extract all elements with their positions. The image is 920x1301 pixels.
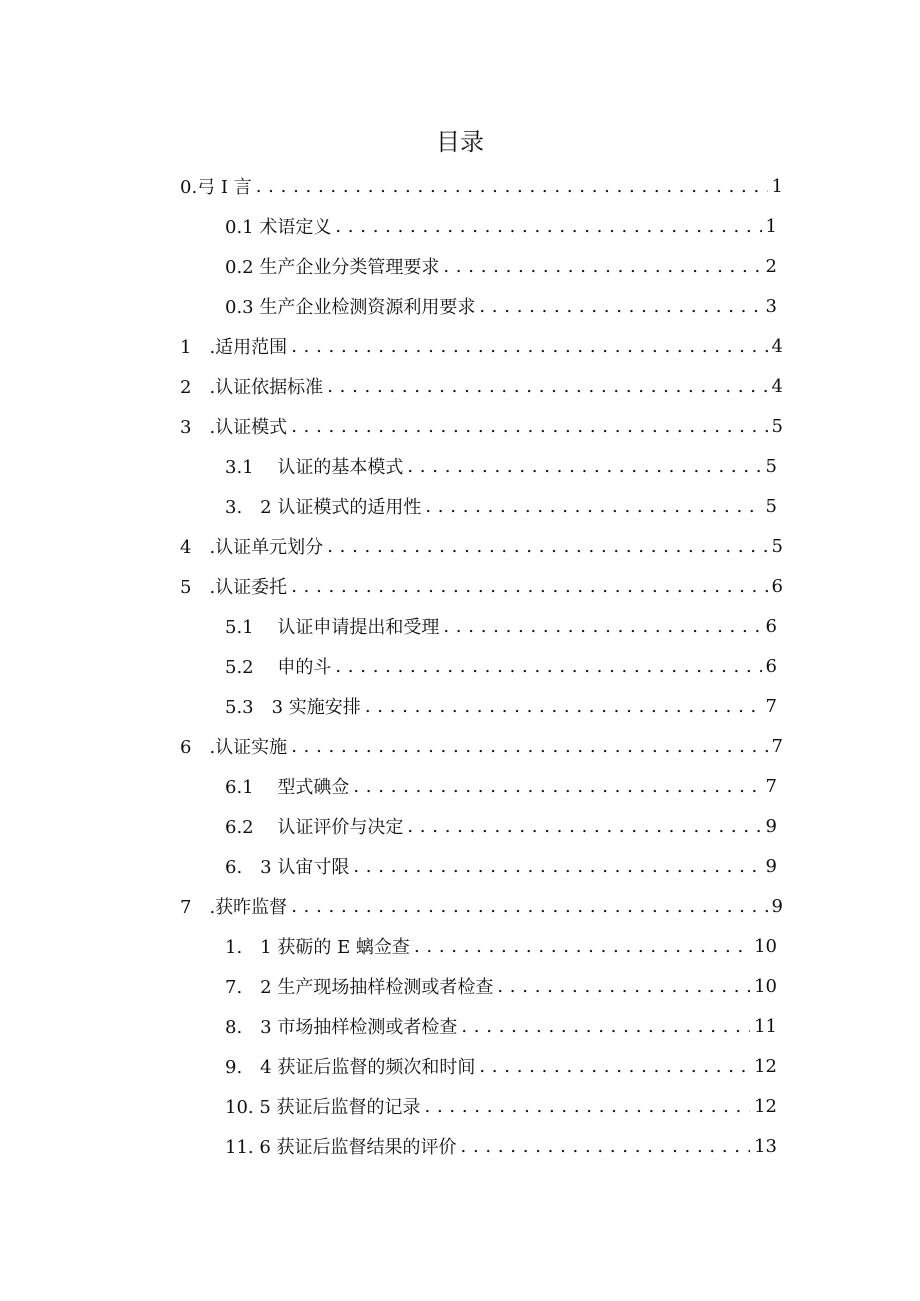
dot-leader [291,726,767,766]
toc-entry-label: 7. 2 生产现场抽样检测或者检查 [225,977,494,998]
toc-entry[interactable] [180,166,783,206]
toc-entry-page-number: 4 [771,335,783,357]
toc-entry-label: 10. 5 获证后监督的记录 [225,1097,421,1118]
toc-entry-page-number: 1 [771,175,783,197]
toc-entry-page-number: 3 [765,295,777,317]
toc-entry-label: 6. 3 认宙寸限 [225,857,350,878]
toc-entry-label: 6 .认证实施 [180,737,288,758]
toc-entry-page-number: 11 [754,1015,777,1037]
toc-entry[interactable] [225,246,777,286]
toc-entry[interactable] [225,206,777,246]
toc-title: 目录 [436,128,484,156]
toc-entry[interactable] [225,1086,777,1126]
toc-entry-page-number: 6 [771,575,783,597]
dot-leader [461,1006,750,1046]
dot-leader [291,566,767,606]
dot-leader [335,206,761,246]
toc-entry-label: 6.2 认证评价与决定 [225,817,404,838]
toc-entry-label: 9. 4 获证后监督的频次和时间 [225,1057,476,1078]
toc-entry[interactable] [180,406,783,446]
toc-entry-label: 1. 1 获砺的 E 螭佥查 [225,937,410,958]
dot-leader [407,446,761,486]
dot-leader [425,1086,751,1126]
toc-entry[interactable] [225,966,777,1006]
dot-leader [335,646,761,686]
dot-leader [291,886,767,926]
toc-entry-page-number: 13 [754,1135,777,1157]
toc-entry[interactable] [225,646,777,686]
toc-entry[interactable] [225,486,777,526]
toc-entry-label: 0.1 术语定义 [225,217,332,238]
toc-entry-label: 5 .认证委托 [180,577,288,598]
toc-entry[interactable] [225,1126,777,1166]
toc-entry[interactable] [225,806,777,846]
toc-entry[interactable] [225,686,777,726]
toc-entry-page-number: 10 [754,935,777,957]
dot-leader [425,486,761,526]
toc-entry-page-number: 7 [771,735,783,757]
dot-leader [327,526,767,566]
toc-entry-page-number: 7 [765,695,777,717]
toc-entry-page-number: 12 [754,1095,777,1117]
toc-entry-label: 0.3 生产企业检测资源利用要求 [225,297,476,318]
toc-entry[interactable] [180,366,783,406]
toc-entry-label: 0.弓 I 言 [180,177,252,198]
dot-leader [407,806,761,846]
toc-entry[interactable] [180,726,783,766]
toc-entry-label: 3.1 认证的基本模式 [225,457,404,478]
dot-leader [497,966,750,1006]
toc-entry-page-number: 5 [771,415,783,437]
dot-leader [365,686,762,726]
toc-entry-page-number: 10 [754,975,777,997]
toc-entry-page-number: 4 [771,375,783,397]
toc-entry-label: 5.3 3 实施安排 [225,697,361,718]
toc-entry[interactable] [225,446,777,486]
toc-entry[interactable] [180,526,783,566]
toc-entry-label: 5.1 认证申请提出和受理 [225,617,440,638]
toc-entry-page-number: 5 [771,535,783,557]
toc-entry-label: 3 .认证模式 [180,417,288,438]
toc-entry-label: 2 .认证依据标准 [180,377,324,398]
dot-leader [327,366,767,406]
toc-entry[interactable] [225,286,777,326]
toc-entry-page-number: 2 [765,255,777,277]
toc-entry-page-number: 5 [765,455,777,477]
toc-entry[interactable] [180,326,783,366]
toc-entry-label: 3. 2 认证模式的适用性 [225,497,422,518]
dot-leader [291,326,767,366]
dot-leader [479,1046,750,1086]
dot-leader [461,1126,751,1166]
toc-entry-label: 8. 3 市场抽样检测或者检查 [225,1017,458,1038]
toc-entry-label: 5.2 申的斗 [225,657,332,678]
toc-entry[interactable] [180,566,783,606]
toc-entry-label: 4 .认证单元划分 [180,537,324,558]
toc-entry-page-number: 9 [771,895,783,917]
toc-entry-page-number: 7 [765,775,777,797]
toc-entry-page-number: 9 [765,815,777,837]
toc-entry-page-number: 6 [765,615,777,637]
toc-entry-page-number: 5 [765,495,777,517]
toc-entry-page-number: 12 [754,1055,777,1077]
toc-entry-label: 0.2 生产企业分类管理要求 [225,257,440,278]
toc-entry[interactable] [225,1046,777,1086]
toc-entry-label: 1 .适用范围 [180,337,288,358]
toc-entry[interactable] [225,606,777,646]
toc-entry-page-number: 1 [765,215,777,237]
dot-leader [256,166,768,206]
toc-entry[interactable] [225,1006,777,1046]
toc-entry[interactable] [225,926,777,966]
dot-leader [443,246,761,286]
toc-entry-page-number: 6 [765,655,777,677]
dot-leader [479,286,761,326]
toc-entry[interactable] [180,886,783,926]
toc-entry[interactable] [225,846,777,886]
toc-entry-label: 11. 6 获证后监督结果的评价 [225,1137,457,1158]
toc-entry-page-number: 9 [765,855,777,877]
dot-leader [414,926,750,966]
dot-leader [291,406,767,446]
dot-leader [353,766,761,806]
dot-leader [353,846,761,886]
toc-entry-label: 7 .获昨监督 [180,897,288,918]
toc-entry[interactable] [225,766,777,806]
toc-entry-label: 6.1 型式碘佥 [225,777,350,798]
dot-leader [443,606,761,646]
